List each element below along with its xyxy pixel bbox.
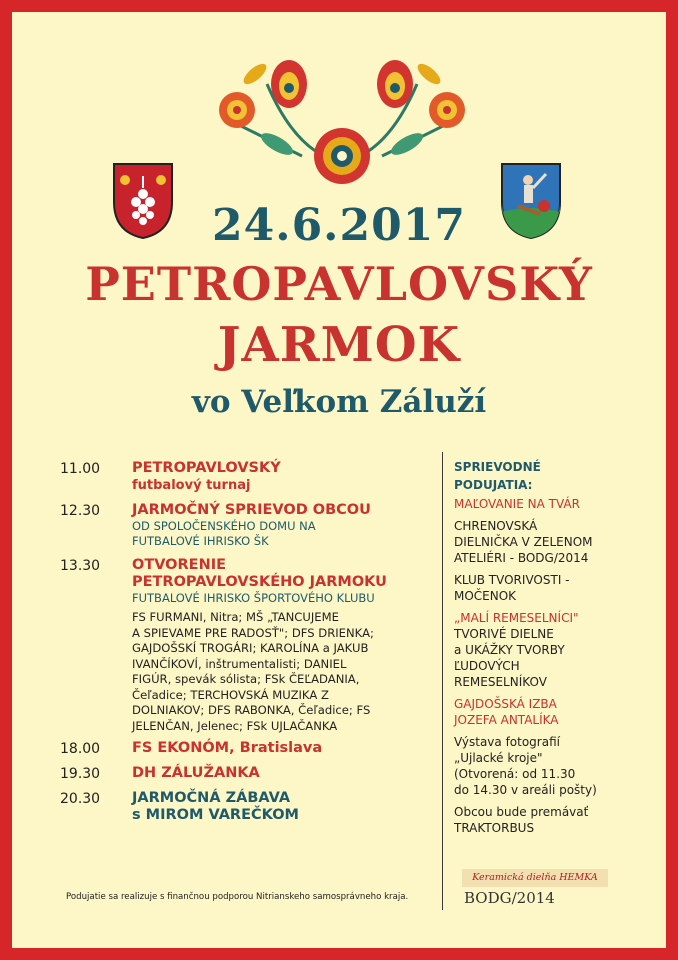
schedule-detail: FUTBALOVÉ IHRISKO ŠPORTOVÉHO KLUBU xyxy=(132,591,375,605)
side-text: Výstava fotografií xyxy=(454,735,560,749)
schedule-detail: OD SPOLOČENSKÉHO DOMU NA xyxy=(132,519,316,533)
schedule-title: JARMOČNÁ ZÁBAVA xyxy=(132,790,291,806)
side-chrenovska xyxy=(454,518,654,566)
side-text: CHRENOVSKÁ xyxy=(454,519,538,533)
performers-line: JELENČAN, Jelenec; FSk UJLAČANKA xyxy=(132,718,338,733)
program-schedule xyxy=(60,460,430,832)
schedule-item xyxy=(60,460,430,494)
side-klub xyxy=(454,572,654,604)
side-text: TVORIVÉ DIELNE xyxy=(454,627,554,641)
schedule-time: 11.00 xyxy=(60,461,101,477)
event-location: vo Veľkom Záluží xyxy=(191,384,487,420)
schedule-title: DH ZÁLUŽANKA xyxy=(132,765,260,781)
side-text: Obcou bude premávať xyxy=(454,805,589,819)
schedule-item xyxy=(60,557,430,606)
schedule-item xyxy=(60,502,430,549)
side-text: „Ujlacké kroje" xyxy=(454,751,543,765)
folk-ornament-icon xyxy=(207,44,477,189)
schedule-time: 20.30 xyxy=(60,791,101,807)
side-gajdosska-izba-2: JOZEFA ANTALÍKA xyxy=(454,713,559,727)
schedule-time: 18.00 xyxy=(60,741,101,757)
schedule-title-2: futbalový turnaj xyxy=(132,478,251,493)
performers-line: Čeľadice; TERCHOVSKÁ MUZIKA Z xyxy=(132,687,329,702)
performers-line: GAJDOŠSKÍ TROGÁRI; KAROLÍNA a JAKUB xyxy=(132,641,369,655)
side-text: TRAKTORBUS xyxy=(454,821,535,835)
side-heading: PODUJATIA: xyxy=(454,478,533,492)
event-date: 24.6.2017 xyxy=(212,200,466,251)
bodg-logo: BODG/2014 xyxy=(464,889,555,907)
column-divider xyxy=(442,452,443,910)
side-face-painting: MAĽOVANIE NA TVÁR xyxy=(454,497,580,511)
schedule-title-2: PETROPAVLOVSKÉHO JARMOKU xyxy=(132,574,387,590)
schedule-time: 12.30 xyxy=(60,503,101,519)
schedule-time: 13.30 xyxy=(60,558,101,574)
side-tvorive-dielne xyxy=(454,626,654,690)
side-traktorbus xyxy=(454,804,654,836)
performers-line: FIGÚR, spevák sólista; FSk ČEĽADANIA, xyxy=(132,672,360,686)
side-heading: SPRIEVODNÉ xyxy=(454,460,541,474)
side-events xyxy=(454,458,654,836)
side-text: MOČENOK xyxy=(454,589,517,603)
side-text: KLUB TVORIVOSTI - xyxy=(454,573,570,587)
schedule-detail: FUTBALOVÉ IHRISKO ŠK xyxy=(132,534,269,548)
side-vystava xyxy=(454,734,654,798)
poster xyxy=(12,12,666,948)
side-mali-remeselnici: „MALÍ REMESELNÍCI" xyxy=(454,611,579,625)
schedule-item xyxy=(60,765,430,782)
schedule-title: OTVORENIE xyxy=(132,557,227,573)
event-title-line2: JARMOK xyxy=(217,317,461,373)
side-text: ATELIÉRI - BODG/2014 xyxy=(454,551,589,565)
schedule-title: JARMOČNÝ SPRIEVOD OBCOU xyxy=(132,502,371,518)
performers-line: DOLNIAKOV; DFS RABONKA, Čeľadice; FS xyxy=(132,703,371,717)
side-text: DIELNIČKA V ZELENOM xyxy=(454,535,593,549)
schedule-item xyxy=(60,790,430,824)
performers-list xyxy=(132,610,432,734)
side-text: REMESELNÍKOV xyxy=(454,675,547,689)
schedule-time: 19.30 xyxy=(60,766,101,782)
event-title-line1: PETROPAVLOVSKÝ xyxy=(85,257,593,311)
schedule-title: FS EKONÓM, Bratislava xyxy=(132,740,323,756)
performers-line: A SPIEVAME PRE RADOSŤ"; DFS DRIENKA; xyxy=(132,625,374,640)
side-text: a UKÁŽKY TVORBY xyxy=(454,643,565,657)
schedule-title-2: s MIROM VAREČKOM xyxy=(132,807,299,823)
funding-note: Podujatie sa realizuje s finančnou podporou Nitrianskeho samosprávneho kraja. xyxy=(66,892,409,902)
keramika-logo: Keramická dielňa HEMKA xyxy=(462,869,608,887)
side-text: (Otvorená: od 11.30 xyxy=(454,767,576,781)
schedule-item xyxy=(60,740,430,757)
side-text: ĽUDOVÝCH xyxy=(454,659,520,673)
performers-line: IVANČÍKOVÍ, inštrumentalisti; DANIEL xyxy=(132,656,347,671)
schedule-title: PETROPAVLOVSKÝ xyxy=(132,460,281,476)
performers-line: FS FURMANI, Nitra; MŠ „TANCUJEME xyxy=(132,610,339,624)
side-gajdosska-izba: GAJDOŠSKÁ IZBA xyxy=(454,697,557,711)
side-text: do 14.30 v areáli pošty) xyxy=(454,783,597,797)
